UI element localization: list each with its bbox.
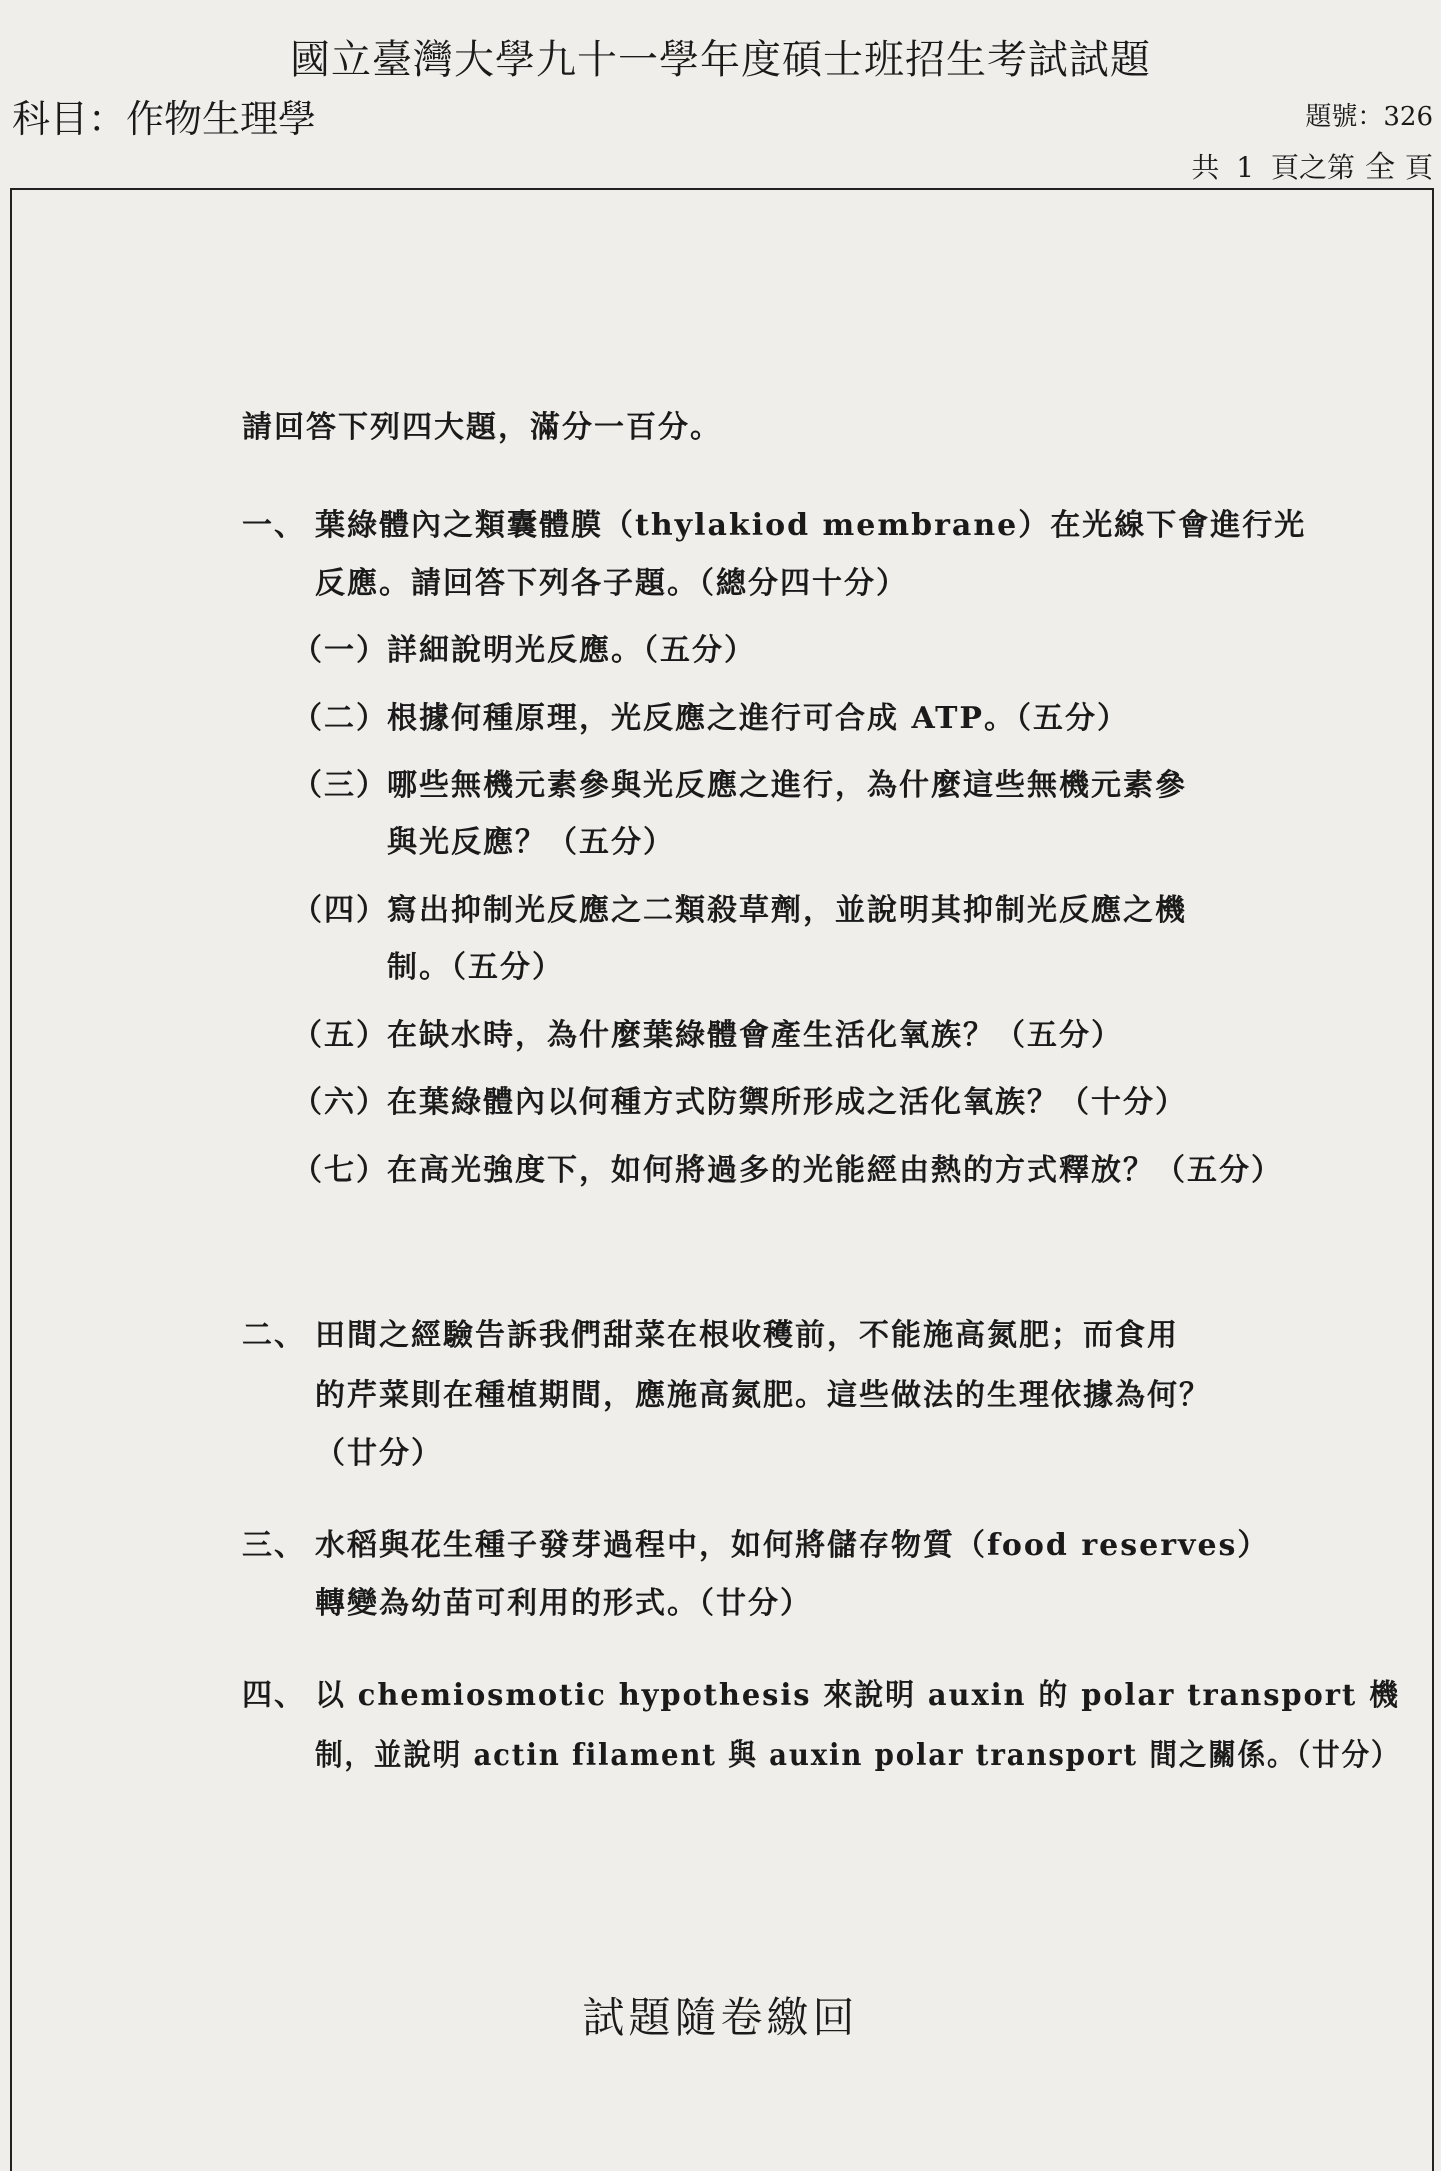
q4-line2: 制，並說明 actin filament 與 auxin polar transport 間之關係。（廿分） <box>315 1738 1401 1773</box>
intro-text: 請回答下列四大題，滿分一百分。 <box>242 410 722 445</box>
q1-number: 一、 <box>242 508 306 543</box>
pages-current: 全 <box>1364 150 1395 185</box>
q3-line1: 水稻與花生種子發芽過程中，如何將儲存物質（food reserves） <box>315 1528 1270 1563</box>
q1-sub1-text: 詳細說明光反應。（五分） <box>387 633 756 668</box>
q1-sub5-number: （五） <box>292 1018 388 1053</box>
q4-line1: 以 chemiosmotic hypothesis 來說明 auxin 的 polar transport 機 <box>315 1678 1400 1713</box>
q4-number: 四、 <box>242 1678 306 1713</box>
pages-mid: 頁之第 <box>1270 151 1355 184</box>
exam-header-title: 國立臺灣大學九十一學年度碩士班招生考試試題 <box>290 37 1151 83</box>
q1-sub1-number: （一） <box>292 633 388 668</box>
pages-total: 1 <box>1236 151 1255 184</box>
q1-sub4-line2: 制。（五分） <box>387 950 564 985</box>
q2-line2: 的芹菜則在種植期間，應施高氮肥。這些做法的生理依據為何？ <box>315 1378 1211 1413</box>
q1-sub4-line1: 寫出抑制光反應之二類殺草劑，並說明其抑制光反應之機 <box>387 893 1187 928</box>
q1-sub3-line2: 與光反應？（五分） <box>387 825 675 860</box>
q2-line1: 田間之經驗告訴我們甜菜在根收穫前，不能施高氮肥；而食用 <box>315 1318 1179 1353</box>
page-count <box>1191 142 1433 186</box>
q1-sub5-text: 在缺水時，為什麼葉綠體會產生活化氧族？（五分） <box>387 1018 1123 1053</box>
q2-line3: （廿分） <box>315 1436 443 1471</box>
q1-sub3-number: （三） <box>292 768 388 803</box>
return-notice: 試題隨卷繳回 <box>582 1993 859 2042</box>
q1-sub6-number: （六） <box>292 1085 388 1120</box>
q1-sub7-text: 在高光強度下，如何將過多的光能經由熱的方式釋放？（五分） <box>387 1153 1283 1188</box>
pages-total-prefix: 共 <box>1191 151 1220 184</box>
pages-suffix: 頁 <box>1404 151 1433 184</box>
q1-line1: 葉綠體內之類囊體膜（thylakiod membrane）在光線下會進行光 <box>315 508 1307 543</box>
q1-sub6-text: 在葉綠體內以何種方式防禦所形成之活化氧族？（十分） <box>387 1085 1187 1120</box>
q1-sub7-number: （七） <box>292 1153 388 1188</box>
q1-sub2-text: 根據何種原理，光反應之進行可合成 ATP。（五分） <box>387 701 1129 736</box>
question-number: 題號：326 <box>1305 102 1433 132</box>
q1-sub3-line1: 哪些無機元素參與光反應之進行，為什麼這些無機元素參 <box>387 768 1187 803</box>
subject-label: 科目：作物生理學 <box>12 97 317 141</box>
q1-sub2-number: （二） <box>292 701 388 736</box>
exam-frame <box>10 188 1434 2171</box>
q2-number: 二、 <box>242 1318 306 1353</box>
exam-content <box>12 190 1432 2171</box>
q3-number: 三、 <box>242 1528 306 1563</box>
q3-line2: 轉變為幼苗可利用的形式。（廿分） <box>315 1586 812 1621</box>
q1-line2: 反應。請回答下列各子題。（總分四十分） <box>315 566 908 601</box>
q1-sub4-number: （四） <box>292 893 388 928</box>
